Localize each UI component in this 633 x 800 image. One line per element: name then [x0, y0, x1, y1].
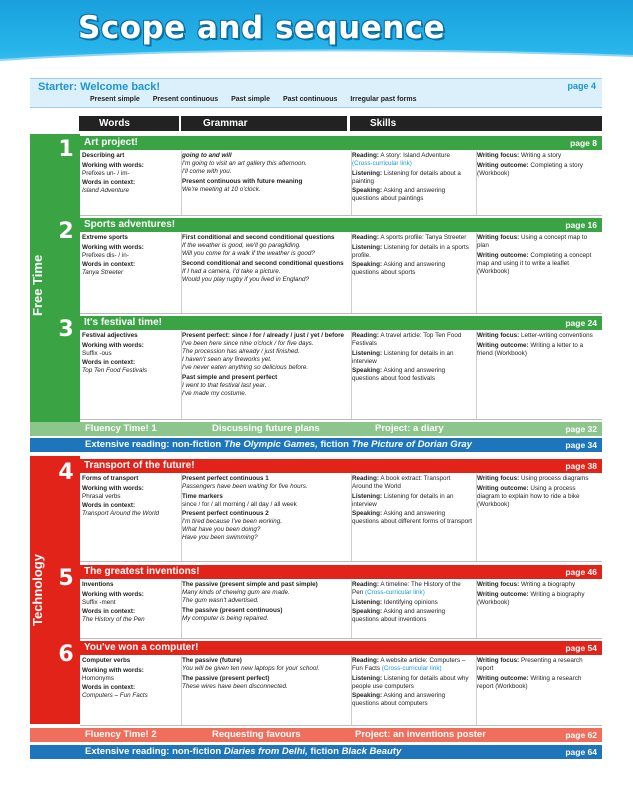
skill-text: A travel article: Top Ten Food Festivals	[352, 332, 462, 347]
column-divider	[476, 474, 477, 561]
column-divider	[476, 656, 477, 725]
skill-label: Reading:	[352, 657, 379, 664]
theme-label-free-time: Free Time	[30, 254, 45, 316]
skill-label: Speaking:	[352, 692, 383, 699]
writing-label: Writing outcome:	[477, 341, 529, 349]
writing-text: Completing a concept map and using it to write a leaflet (Workbook)	[477, 251, 592, 275]
skill-text: A story: Island Adventure	[380, 152, 450, 159]
grammar-heading: Present perfect continuous 2	[182, 510, 269, 517]
reading-1-fiction-label: fiction	[320, 439, 349, 450]
starter-item: Past continuous	[282, 96, 338, 103]
word-topic: Forms of transport	[82, 475, 139, 482]
words-in-context: Transport Around the World	[82, 510, 159, 517]
fluency-time-2-band	[30, 728, 602, 742]
grammar-example: Passengers have been waiting for five hours.	[182, 483, 308, 490]
grammar-example: I'll come with you.	[182, 168, 232, 175]
unit-title: Transport of the future!	[84, 460, 195, 471]
grammar-example: I'm tired because I've been working.	[182, 518, 283, 525]
working-with-words: Phrasal verbs	[82, 492, 121, 500]
working-with-words: Suffix -ous	[82, 349, 112, 357]
working-with-words: Prefixes un- / im-	[82, 169, 130, 177]
writing-cell	[477, 475, 597, 561]
column-divider	[476, 580, 477, 638]
starter-item: Present continuous	[152, 96, 219, 103]
grammar-heading: Present perfect: since / for / already / just / yet / before	[182, 332, 345, 339]
theme-bar-technology	[30, 456, 52, 724]
reading-1-nonfiction: The Olympic Games,	[223, 439, 318, 450]
words-in-context-label: Words in context:	[82, 502, 136, 509]
words-in-context-label: Words in context:	[82, 359, 136, 366]
column-divider	[351, 331, 352, 419]
words-in-context: The History of the Pen	[82, 616, 145, 623]
skill-text: Listening for details in an interview	[352, 349, 454, 365]
writing-text: Writing a research report (Workbook)	[477, 674, 582, 690]
reading-1-page: page 34	[565, 440, 597, 450]
writing-label: Writing outcome:	[477, 161, 529, 169]
column-divider	[476, 331, 477, 419]
writing-text: Writing a biography (Workbook)	[477, 590, 585, 606]
fluency-1-label: Fluency Time! 1	[85, 423, 157, 434]
reading-1-text	[85, 438, 472, 452]
working-with-words: Suffix -ment	[82, 598, 116, 606]
writing-cell	[477, 581, 597, 638]
column-divider	[181, 331, 182, 419]
theme-bar-free-time	[30, 134, 52, 436]
writing-text: Writing a letter to a friend (Workbook)	[477, 341, 584, 357]
unit-title-bar	[80, 218, 602, 232]
skill-text: Listening for details in a sports profile.	[352, 243, 469, 259]
word-topic: Computer verbs	[82, 657, 131, 664]
starter-item: Present simple	[90, 96, 140, 103]
grammar-example: We're meeting at 10 o'clock.	[182, 185, 261, 193]
unit-page: page 46	[565, 567, 597, 577]
grammar-example: since / for / all morning / all day / all week	[182, 500, 297, 508]
starter-page: page 4	[567, 81, 596, 91]
skill-label: Reading:	[352, 581, 379, 588]
unit-title: The greatest inventions!	[84, 566, 200, 577]
skill-label: Reading:	[352, 152, 379, 159]
word-topic: Inventions	[82, 581, 114, 588]
unit-title: Sports adventures!	[84, 219, 176, 230]
working-with-words-label: Working with words:	[82, 161, 144, 169]
unit-title-bar	[80, 136, 602, 150]
skill-text: A sports profile: Tanya Streeter	[380, 234, 467, 241]
grammar-example: You will be given ten new laptops for your school.	[182, 665, 320, 672]
starter-section	[30, 78, 602, 108]
writing-cell	[477, 152, 597, 215]
reading-2-label: Extensive reading: non-fiction	[85, 746, 222, 757]
column-divider	[351, 474, 352, 561]
skill-text: Asking and answering questions about paintings	[352, 187, 446, 202]
word-topic: Describing art	[82, 152, 125, 159]
skill-label: Speaking:	[352, 187, 383, 194]
writing-label: Writing outcome:	[477, 590, 529, 598]
grammar-example: Have you been swimming?	[182, 534, 258, 541]
writing-text: Writing a biography	[520, 581, 576, 588]
skill-label: Reading:	[352, 332, 379, 339]
skill-text: Asking and answering questions about food festivals	[352, 367, 446, 382]
column-header-skills: Skills	[350, 116, 602, 131]
column-divider	[476, 233, 477, 313]
writing-label: Writing outcome:	[477, 484, 529, 492]
skill-label: Speaking:	[352, 367, 383, 374]
word-topic: Extreme sports	[82, 234, 128, 241]
words-cell	[82, 234, 178, 313]
working-with-words: Homonyms	[82, 674, 114, 682]
writing-label: Writing focus:	[477, 332, 520, 339]
starter-item: Irregular past forms	[350, 96, 417, 103]
unit-page: page 38	[565, 461, 597, 471]
column-divider	[181, 233, 182, 313]
words-in-context: Computers – Fun Facts	[82, 692, 148, 699]
skills-cell	[352, 332, 472, 419]
unit-page: page 24	[565, 318, 597, 328]
working-with-words-label: Working with words:	[82, 590, 144, 598]
column-divider	[351, 656, 352, 725]
grammar-heading: Present perfect continuous 1	[182, 475, 269, 482]
column-divider	[351, 580, 352, 638]
cross-curricular-link[interactable]: (Cross-curricular link)	[381, 665, 442, 672]
column-header-words: Words	[79, 116, 179, 131]
grammar-example: These wires have been disconnected.	[182, 682, 288, 690]
words-in-context-label: Words in context:	[82, 684, 136, 691]
words-in-context-label: Words in context:	[82, 608, 136, 615]
grammar-example: I've been here since nine o'clock / for five days.	[182, 340, 314, 347]
extensive-reading-2-band	[30, 745, 602, 759]
words-cell	[82, 657, 178, 725]
grammar-heading: First conditional and second conditional questions	[182, 234, 335, 241]
unit-number: 5	[58, 566, 74, 591]
grammar-heading: Second conditional and second conditional questions	[182, 259, 344, 267]
column-divider	[351, 233, 352, 313]
reading-2-nonfiction: Diaries from Delhi,	[223, 746, 308, 757]
unit-number: 3	[58, 317, 74, 342]
skill-text: Asking and answering questions about different forms of transport	[352, 510, 472, 525]
skill-label: Reading:	[352, 234, 379, 241]
working-with-words-label: Working with words:	[82, 484, 144, 492]
words-cell	[82, 332, 178, 419]
unit-page: page 54	[565, 643, 597, 653]
grammar-example: The procession has already / just finished.	[182, 348, 300, 355]
words-in-context-label: Words in context:	[82, 179, 136, 186]
working-with-words-label: Working with words:	[82, 666, 144, 674]
writing-label: Writing focus:	[477, 234, 520, 241]
column-divider	[181, 656, 182, 725]
skills-cell	[352, 475, 472, 561]
words-cell	[82, 475, 178, 561]
writing-label: Writing focus:	[477, 581, 520, 588]
grammar-example: Will you come for a walk if the weather is good?	[182, 250, 315, 257]
skill-label: Listening:	[352, 349, 383, 357]
writing-label: Writing focus:	[477, 657, 520, 664]
skill-label: Listening:	[352, 492, 383, 500]
writing-cell	[477, 332, 597, 419]
skill-text: Asking and answering questions about computers	[352, 692, 446, 707]
skill-text: Listening for details about a painting	[352, 169, 461, 185]
writing-text: Using process diagrams	[520, 475, 589, 482]
writing-label: Writing outcome:	[477, 674, 529, 682]
fluency-2-label: Fluency Time! 2	[85, 729, 157, 740]
column-divider	[181, 580, 182, 638]
extensive-reading-1-band	[30, 438, 602, 452]
skill-text: Identifying opinions	[383, 598, 438, 606]
grammar-heading: going to and will	[182, 152, 232, 159]
writing-text: Writing a story	[520, 152, 562, 159]
skill-label: Reading:	[352, 475, 379, 482]
grammar-example: My computer is being repaired.	[182, 614, 269, 622]
column-header-grammar: Grammar	[181, 116, 347, 131]
word-topic: Festival adjectives	[82, 332, 138, 339]
cross-curricular-link[interactable]: (Cross-curricular link)	[352, 160, 412, 167]
grammar-example: I'm going to visit an art gallery this afternoon.	[182, 160, 307, 167]
skills-cell	[352, 152, 472, 215]
skill-text: Listening for details about why people use computers	[352, 674, 469, 690]
reading-2-fiction: Black Beauty	[341, 746, 402, 757]
starter-title: Starter: Welcome back!	[38, 81, 161, 93]
column-divider	[351, 151, 352, 215]
working-with-words: Prefixes dis- / in-	[82, 251, 129, 259]
skill-text: Listening for details in an interview	[352, 492, 454, 508]
grammar-heading: Past simple and present perfect	[182, 373, 278, 381]
skills-cell	[352, 581, 472, 638]
writing-label: Writing focus:	[477, 475, 520, 482]
theme-label-technology: Technology	[30, 554, 45, 626]
skill-text: A timeline: The History of the Pen	[352, 581, 461, 596]
words-in-context: Island Adventure	[82, 187, 130, 194]
skills-cell	[352, 657, 472, 725]
header-swoosh	[0, 46, 633, 72]
writing-cell	[477, 657, 597, 725]
grammar-heading: Time markers	[182, 492, 223, 500]
page-title: Scope and sequence	[78, 10, 446, 46]
skill-text: A website article: Computers – Fun Facts	[352, 657, 466, 672]
grammar-example: If I had a camera, I'd take a picture.	[182, 267, 281, 275]
unit-title: Art project!	[84, 137, 138, 148]
skill-text: A book extract: Transport Around the World	[352, 475, 451, 490]
grammar-heading: The passive (present continuous)	[182, 606, 283, 614]
fluency-1-page: page 32	[565, 424, 597, 434]
skills-cell	[352, 234, 472, 313]
fluency-2-topic: Requesting favours	[212, 729, 301, 740]
writing-text: Using a concept map to plan	[477, 234, 588, 249]
fluency-1-topic: Discussing future plans	[212, 423, 320, 434]
grammar-heading: The passive (present simple and past simple)	[182, 581, 318, 588]
unit-number: 6	[58, 642, 74, 667]
grammar-example: What have you been doing?	[182, 526, 261, 533]
reading-2-text	[85, 745, 401, 759]
grammar-example: The gum wasn't advertised.	[182, 597, 259, 604]
fluency-1-project: Project: a diary	[375, 423, 444, 434]
writing-text: Presenting a research report	[477, 657, 583, 672]
column-divider	[476, 151, 477, 215]
column-divider	[181, 151, 182, 215]
grammar-cell	[182, 475, 346, 561]
grammar-example: If the weather is good, we'll go paragliding.	[182, 242, 301, 249]
grammar-example: Would you play rugby if you lived in England?	[182, 275, 310, 283]
unit-number: 2	[58, 219, 74, 244]
unit-title: It's festival time!	[84, 317, 162, 328]
reading-2-page: page 64	[565, 747, 597, 757]
skill-text: Asking and answering questions about sports	[352, 261, 446, 276]
skill-text: Asking and answering questions about inventions	[352, 608, 446, 623]
words-cell	[82, 152, 178, 215]
fluency-time-1-band	[30, 422, 602, 436]
skill-label: Listening:	[352, 674, 383, 682]
reading-2-fiction-label: fiction	[310, 746, 339, 757]
grammar-cell	[182, 581, 346, 638]
starter-items	[90, 96, 427, 103]
writing-label: Writing outcome:	[477, 251, 529, 259]
grammar-heading: Present continuous with future meaning	[182, 177, 303, 185]
cross-curricular-link[interactable]: (Cross-curricular link)	[364, 589, 425, 596]
writing-cell	[477, 234, 597, 313]
unit-number-column-free-time	[52, 134, 80, 436]
unit-title: You've won a computer!	[84, 642, 199, 653]
unit-number: 4	[58, 460, 74, 485]
grammar-heading: The passive (present perfect)	[182, 674, 270, 682]
fluency-2-page: page 62	[565, 730, 597, 740]
unit-page: page 8	[570, 138, 597, 148]
grammar-example: I've never eaten anything so delicious before.	[182, 364, 309, 371]
grammar-heading: The passive (future)	[182, 657, 242, 664]
unit-page: page 16	[565, 220, 597, 230]
skill-label: Speaking:	[352, 510, 383, 517]
starter-item: Past simple	[231, 96, 270, 103]
writing-text: Completing a story (Workbook)	[477, 161, 583, 177]
words-in-context: Tanya Streeter	[82, 269, 124, 276]
column-divider	[181, 474, 182, 561]
writing-text: Using a process diagram to explain how to ride a bike (Workbook)	[477, 484, 580, 508]
writing-text: Letter-writing conventions	[520, 332, 593, 339]
skill-label: Speaking:	[352, 261, 383, 268]
fluency-2-project: Project: an inventions poster	[355, 729, 486, 740]
grammar-example: Many kinds of chewing gum are made.	[182, 589, 290, 596]
reading-1-fiction: The Picture of Dorian Gray	[351, 439, 472, 450]
grammar-cell	[182, 332, 346, 419]
grammar-example: I went to that festival last year.	[182, 381, 267, 389]
skill-label: Listening:	[352, 169, 383, 177]
skill-label: Listening:	[352, 598, 383, 606]
unit-title-bar	[80, 459, 602, 473]
unit-title-bar	[80, 316, 602, 330]
grammar-cell	[182, 234, 346, 313]
grammar-example: I've made my costume.	[182, 389, 247, 397]
unit-number: 1	[58, 137, 74, 162]
grammar-example: I haven't seen any fireworks yet.	[182, 356, 272, 363]
working-with-words-label: Working with words:	[82, 243, 144, 251]
writing-label: Writing focus:	[477, 152, 520, 159]
words-in-context: Top Ten Food Festivals	[82, 367, 147, 374]
skill-label: Listening:	[352, 243, 383, 251]
skill-label: Speaking:	[352, 608, 383, 615]
reading-1-label: Extensive reading: non-fiction	[85, 439, 222, 450]
grammar-cell	[182, 657, 346, 725]
words-in-context-label: Words in context:	[82, 261, 136, 268]
unit-title-bar	[80, 565, 602, 579]
grammar-cell	[182, 152, 346, 215]
working-with-words-label: Working with words:	[82, 341, 144, 349]
words-cell	[82, 581, 178, 638]
unit-title-bar	[80, 641, 602, 655]
